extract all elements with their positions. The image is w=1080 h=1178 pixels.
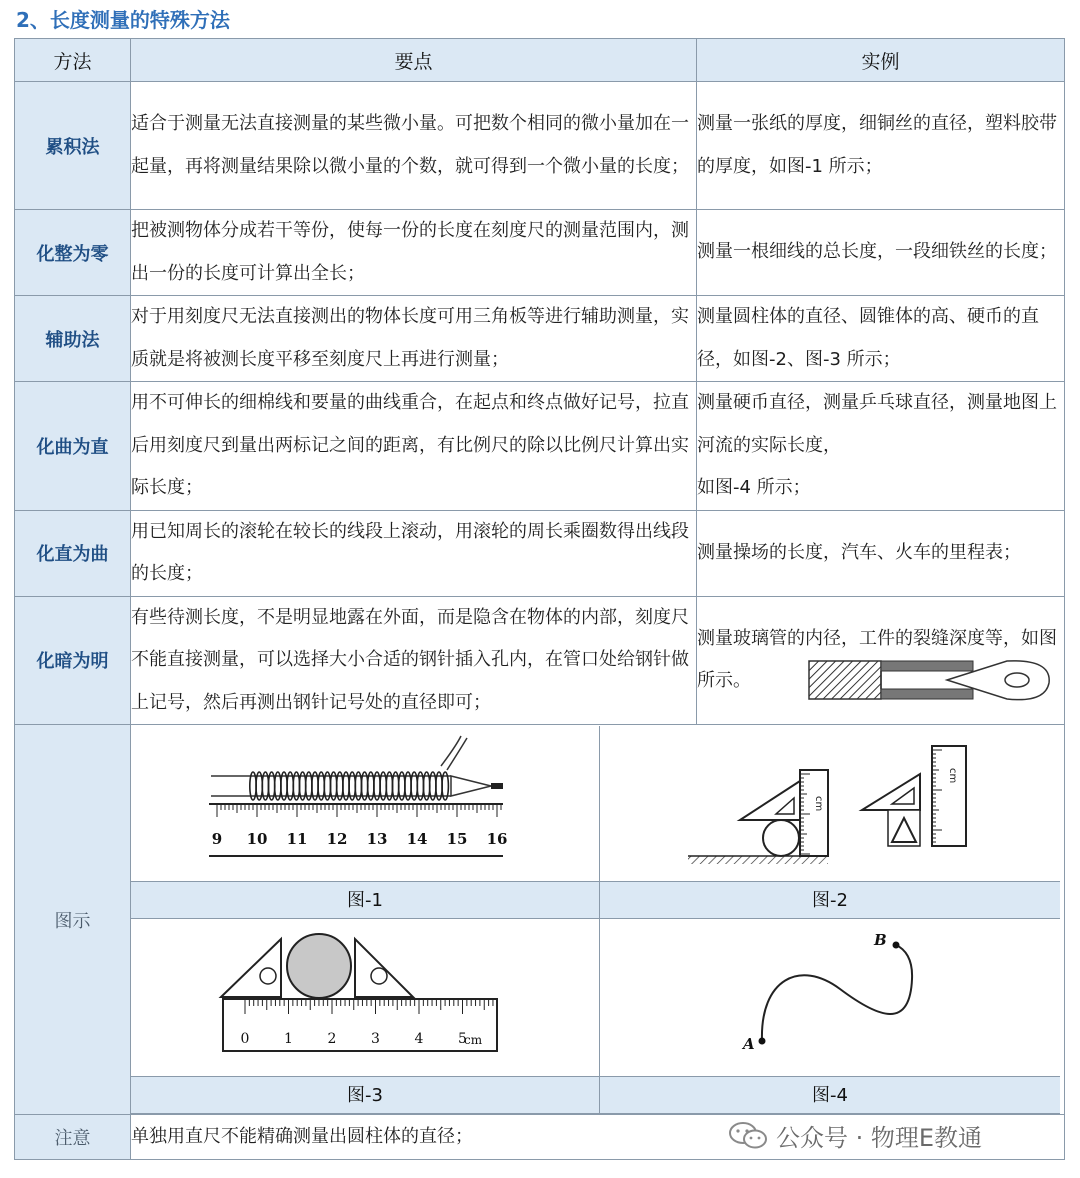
watermark-text: 公众号 · 物理E教通 xyxy=(776,1123,983,1152)
points-cell: 适合于测量无法直接测量的某些微小量。可把数个相同的微小量加在一起量，再将测量结果除以微小量的个数，就可得到一个微小量的长度； xyxy=(131,82,697,210)
section-title: 2、长度测量的特殊方法 xyxy=(16,8,230,32)
method-cell: 辅助法 xyxy=(15,296,131,382)
table-row xyxy=(15,596,1065,725)
ruler-tick-label: 0 xyxy=(240,1030,250,1047)
points-cell: 用不可伸长的细棉线和要量的曲线重合，在起点和终点做好记号，拉直后用刻度尺到量出两标记之间的距离，有比例尺的除以比例尺计算出实际长度； xyxy=(131,382,697,511)
table-header-row xyxy=(15,39,1065,82)
table-row xyxy=(15,210,1065,296)
ruler-tick-label: 3 xyxy=(371,1030,380,1047)
ruler-tick-label: 10 xyxy=(246,829,268,848)
example-text: 测量玻璃管的内径，工件的裂缝深度等，如图所示。 xyxy=(697,627,1057,692)
figure-2 xyxy=(600,726,1060,881)
ruler-tick-label: 11 xyxy=(286,829,308,848)
point-b-label: B xyxy=(874,930,887,949)
methods-table xyxy=(14,38,1065,1160)
ruler-tick-label: 15 xyxy=(446,829,468,848)
table-row xyxy=(15,296,1065,382)
ruler-tick-label: 1 xyxy=(284,1030,293,1047)
points-cell: 把被测物体分成若干等份，使每一份的长度在刻度尺的测量范围内，测出一份的长度可计算出全长； xyxy=(131,210,697,296)
ruler-tick-label: 2 xyxy=(327,1030,337,1047)
figure-1 xyxy=(131,726,600,881)
ruler-unit-label: cm xyxy=(464,1032,483,1047)
points-cell: 有些待测长度，不是明显地露在外面，而是隐含在物体的内部，刻度尺不能直接测量，可以选择大小合适的钢针插入孔内，在管口处给钢针做上记号，然后再测出钢针记号处的直径即可； xyxy=(131,596,697,725)
method-cell: 累积法 xyxy=(15,82,131,210)
header-method: 方法 xyxy=(15,39,131,82)
note-text: 单独用直尺不能精确测量出圆柱体的直径； xyxy=(131,1115,1065,1160)
figure-1-caption: 图-1 xyxy=(131,881,600,919)
figure-row xyxy=(15,725,1065,1115)
table-row xyxy=(15,510,1065,596)
glass-tube-needle-diagram xyxy=(807,655,1057,715)
figure-grid-cell xyxy=(131,725,1065,1115)
method-cell: 化暗为明 xyxy=(15,596,131,725)
points-cell: 用已知周长的滚轮在较长的线段上滚动，用滚轮的周长乘圈数得出线段的长度； xyxy=(131,510,697,596)
wechat-icon xyxy=(728,1120,768,1150)
method-cell: 化直为曲 xyxy=(15,510,131,596)
table-row xyxy=(15,82,1065,210)
figure-4 xyxy=(600,919,1060,1076)
ruler-tick-label: 12 xyxy=(326,829,348,848)
ruler-tick-label: 4 xyxy=(414,1030,424,1047)
figure-2-caption: 图-2 xyxy=(600,881,1060,919)
points-cell: 对于用刻度尺无法直接测出的物体长度可用三角板等进行辅助测量，实质就是将被测长度平移至刻度尺上再进行测量； xyxy=(131,296,697,382)
method-cell: 化曲为直 xyxy=(15,382,131,511)
figure-row-label: 图示 xyxy=(15,725,131,1115)
ruler-tick-label: 5 xyxy=(458,1030,467,1047)
ruler-tick-label: 9 xyxy=(211,829,223,848)
note-label: 注意 xyxy=(15,1115,131,1160)
figure-4-caption: 图-4 xyxy=(600,1076,1060,1114)
figure-3 xyxy=(131,919,600,1076)
watermark xyxy=(728,1117,982,1153)
figure-3-caption: 图-3 xyxy=(131,1076,600,1114)
ruler-unit-label: cm xyxy=(947,767,958,783)
example-cell: 测量一张纸的厚度，细铜丝的直径，塑料胶带的厚度，如图-1 所示； xyxy=(697,82,1065,210)
method-cell: 化整为零 xyxy=(15,210,131,296)
example-text: 测量硬币直径，测量乒乓球直径，测量地图上河流的实际长度， xyxy=(697,392,1057,456)
example-cell: 测量一根细线的总长度，一段细铁丝的长度； xyxy=(697,210,1065,296)
ruler-tick-label: 16 xyxy=(486,829,508,848)
example-text-line2: 如图-4 所示； xyxy=(697,477,811,498)
ruler-tick-label: 14 xyxy=(406,829,428,848)
example-cell xyxy=(697,596,1065,725)
example-cell: 测量操场的长度，汽车、火车的里程表； xyxy=(697,510,1065,596)
table-row xyxy=(15,382,1065,511)
header-points: 要点 xyxy=(131,39,697,82)
example-cell: 测量圆柱体的直径、圆锥体的高、硬币的直径，如图-2、图-3 所示； xyxy=(697,296,1065,382)
point-a-label: A xyxy=(743,1034,755,1053)
ruler-tick-label: 13 xyxy=(366,829,388,848)
example-cell xyxy=(697,382,1065,511)
ruler-unit-label: cm xyxy=(813,795,824,811)
header-example: 实例 xyxy=(697,39,1065,82)
